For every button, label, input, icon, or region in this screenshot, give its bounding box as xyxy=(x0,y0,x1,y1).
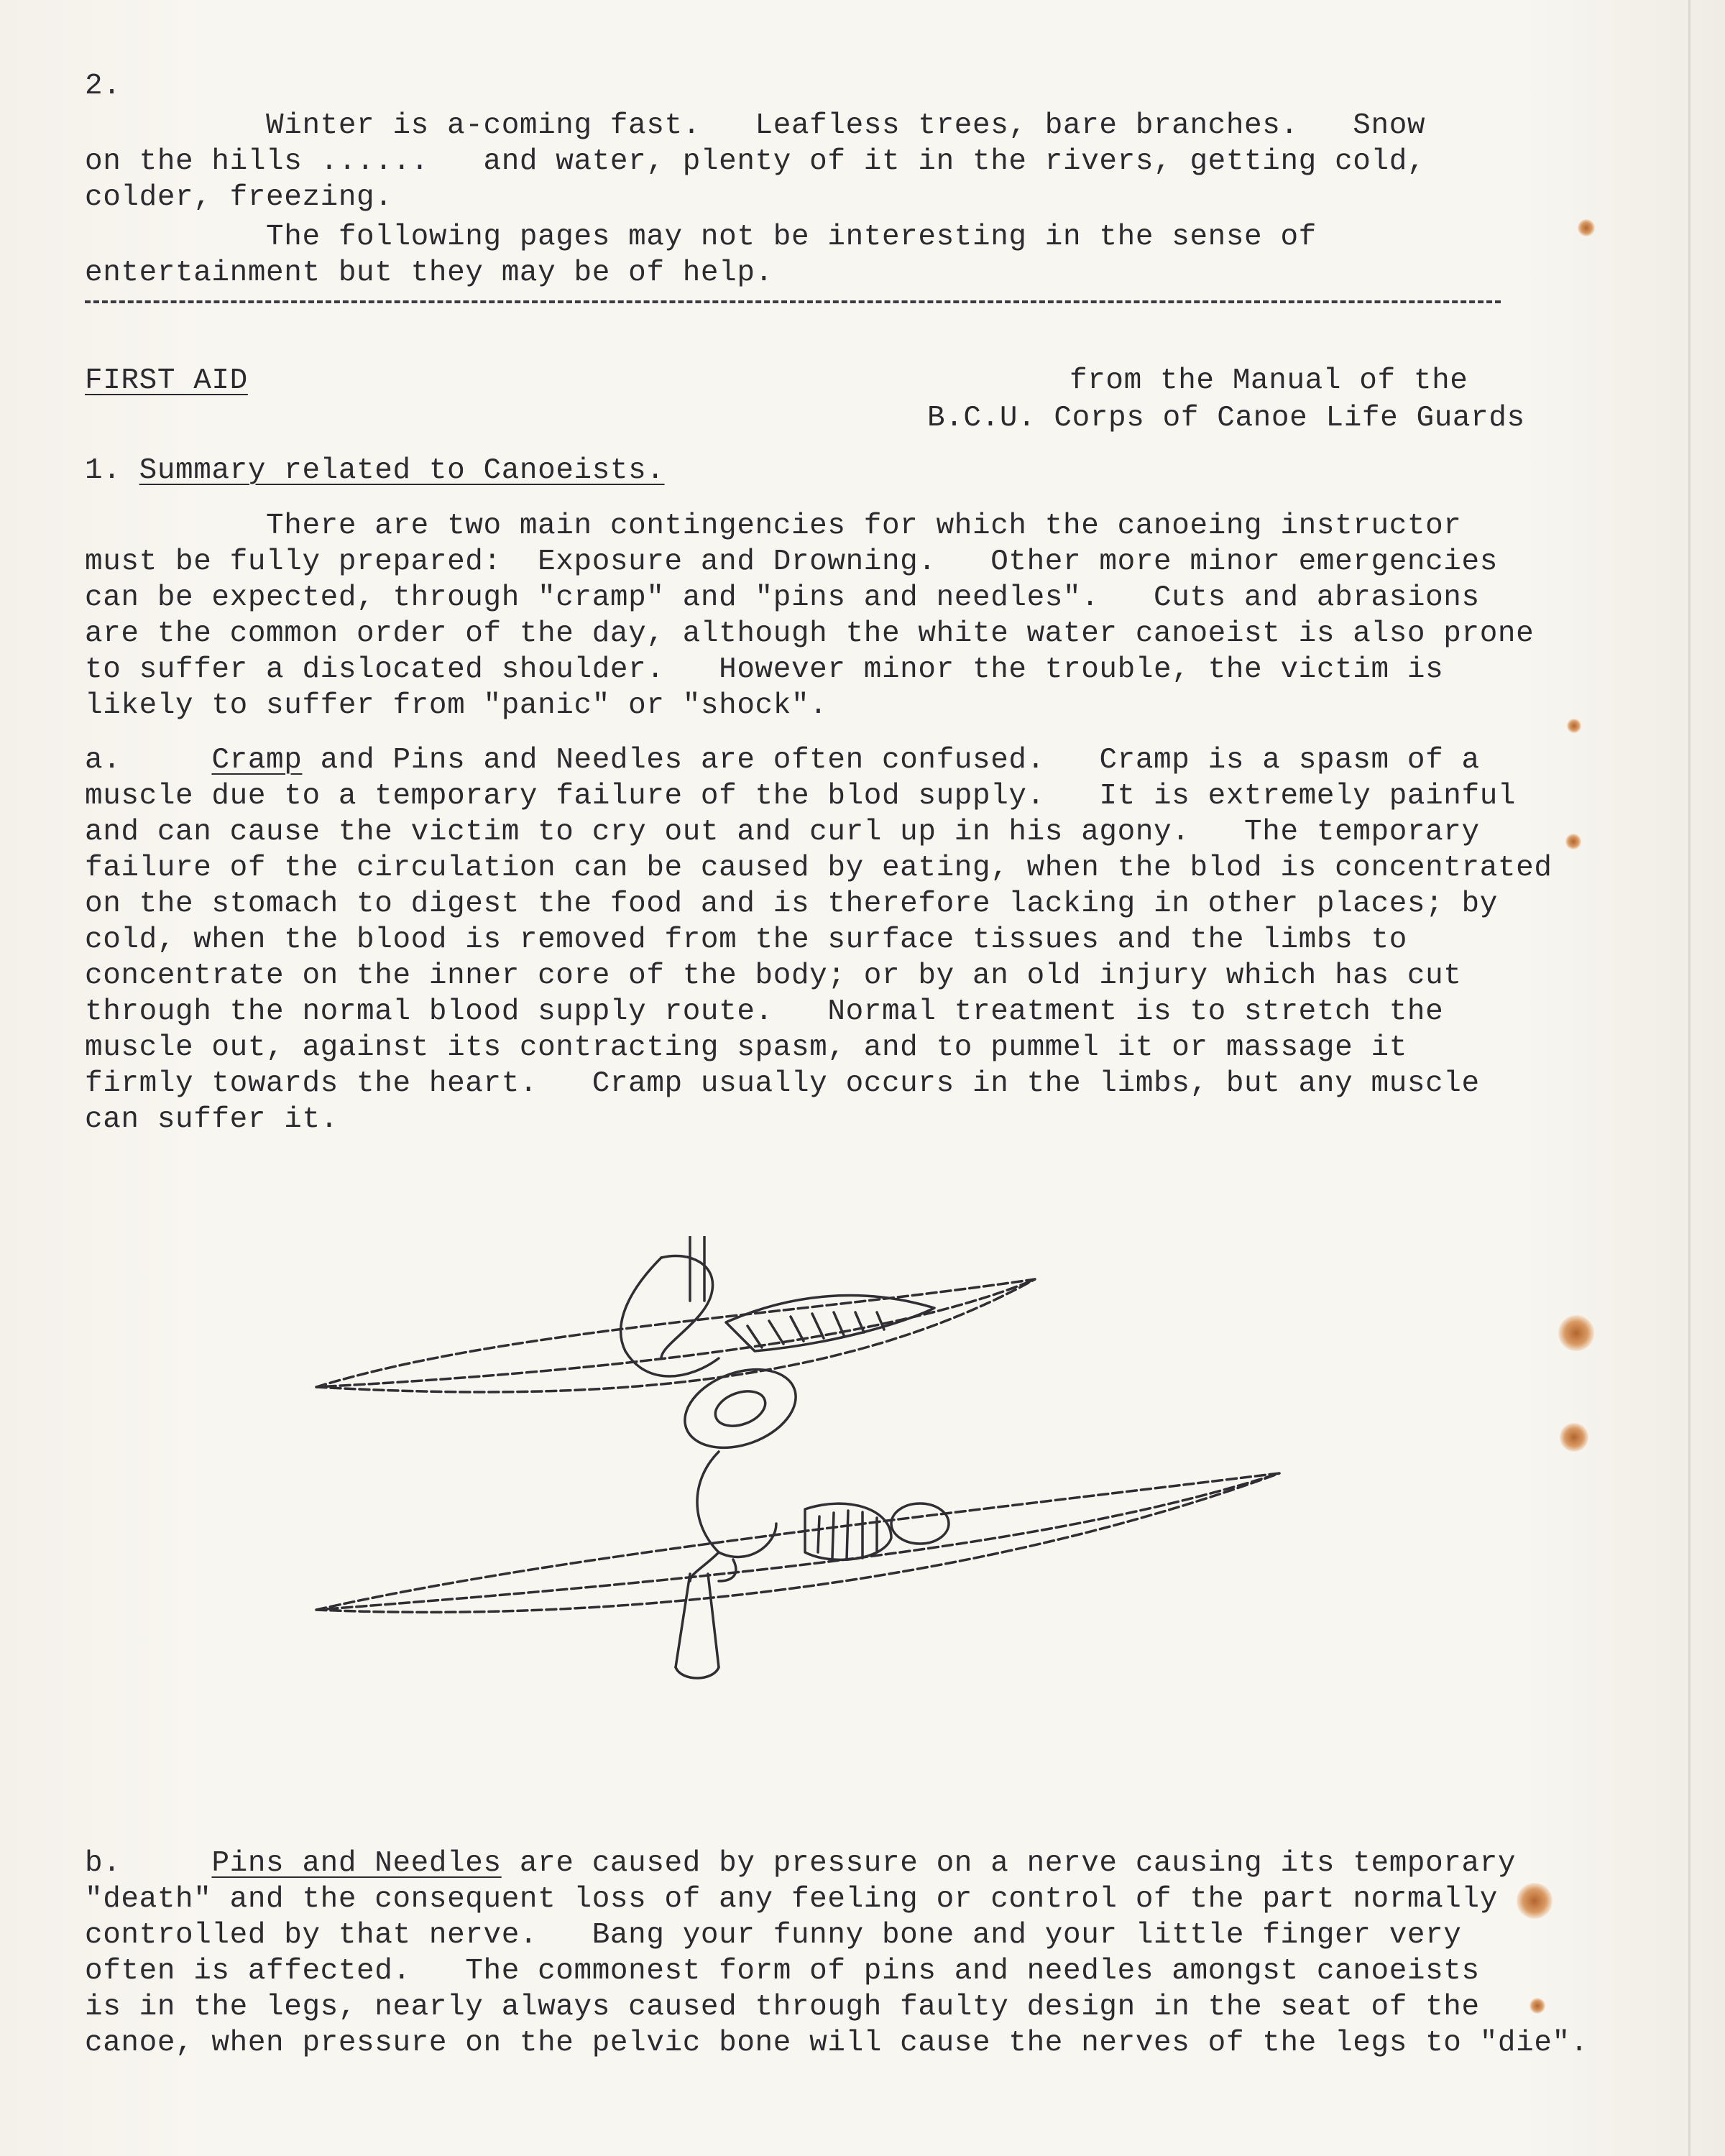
para-a-line-8: through the normal blood supply route. Normal treatment is to stretch the xyxy=(85,995,1444,1028)
para-a-line-7: concentrate on the inner core of the body; or by an old injury which has cut xyxy=(85,959,1462,992)
para-a-term: Cramp xyxy=(211,744,303,777)
intro-line-5: entertainment but they may be of help. xyxy=(85,257,773,290)
rust-mark xyxy=(1530,1998,1545,2014)
victim-head xyxy=(891,1503,949,1544)
para-b-line-3: controlled by that nerve. Bang your funny bone and your little finger very xyxy=(85,1919,1462,1952)
summary-line-1: There are two main contingencies for which the canoeing instructor xyxy=(85,510,1462,543)
para-a-line-3: and can cause the victim to cry out and curl up in his agony. The temporary xyxy=(85,816,1480,849)
subsection-number: 1. xyxy=(85,454,139,487)
source-line-1: from the Manual of the xyxy=(1070,364,1468,397)
para-b-line-2: "death" and the consequent loss of any feeling or control of the part normally xyxy=(85,1883,1498,1916)
rust-mark xyxy=(1565,834,1581,849)
canoe-rescue-illustration xyxy=(288,1236,1351,1696)
source-line-2: B.C.U. Corps of Canoe Life Guards xyxy=(927,402,1525,435)
para-a-line-5: on the stomach to digest the food and is therefore lacking in other places; by xyxy=(85,888,1498,921)
summary-line-3: can be expected, through "cramp" and "pins and needles". Cuts and abrasions xyxy=(85,581,1480,614)
para-b-label: b. xyxy=(85,1847,212,1880)
para-b-line-4: often is affected. The commonest form of pins and needles amongst canoeists xyxy=(85,1955,1480,1988)
para-b-line-5: is in the legs, nearly always caused through faulty design in the seat of the xyxy=(85,1991,1480,2024)
page-number: 2. xyxy=(85,70,121,103)
para-a-line-1-rest: and Pins and Needles are often confused. Cramp is a spasm of a xyxy=(302,744,1480,777)
summary-line-5: to suffer a dislocated shoulder. However minor the trouble, the victim is xyxy=(85,653,1444,686)
rust-stain xyxy=(1517,1883,1552,1919)
summary-line-6: likely to suffer from "panic" or "shock". xyxy=(85,689,828,722)
subsection-title: Summary related to Canoeists. xyxy=(139,454,665,487)
summary-line-2: must be fully prepared: Exposure and Drowning. Other more minor emergencies xyxy=(85,545,1498,579)
rust-stain xyxy=(1558,1315,1594,1351)
rust-mark xyxy=(1567,719,1581,733)
intro-line-2: on the hills ...... and water, plenty of it in the rivers, getting cold, xyxy=(85,145,1426,178)
para-a-line-11: can suffer it. xyxy=(85,1103,339,1136)
para-b-line-6: canoe, when pressure on the pelvic bone will cause the nerves of the legs to "die". xyxy=(85,2027,1588,2060)
subsection-heading xyxy=(85,453,665,489)
rust-mark xyxy=(1578,219,1595,236)
section-divider xyxy=(85,300,1501,303)
para-a-line-6: cold, when the blood is removed from the surface tissues and the limbs to xyxy=(85,923,1407,957)
para-a-line-9: muscle out, against its contracting spasm, and to pummel it or massage it xyxy=(85,1031,1407,1064)
summary-line-4: are the common order of the day, although the white water canoeist is also prone xyxy=(85,617,1535,650)
para-b-line-1 xyxy=(85,1846,1516,1881)
intro-line-3: colder, freezing. xyxy=(85,181,393,214)
paper-fold-edge xyxy=(1688,0,1690,2156)
upper-canoe-hull xyxy=(316,1279,1035,1387)
rust-stain xyxy=(1560,1423,1588,1452)
lower-canoe-keel xyxy=(316,1473,1279,1612)
section-heading: FIRST AID xyxy=(85,364,248,397)
paddle-shaft xyxy=(690,1236,704,1301)
para-a-label: a. xyxy=(85,744,212,777)
para-a-line-1 xyxy=(85,742,1480,778)
intro-line-4: The following pages may not be interesting in the sense of xyxy=(85,221,1317,254)
para-a-line-10: firmly towards the heart. Cramp usually occurs in the limbs, but any muscle xyxy=(85,1067,1480,1100)
para-a-line-2: muscle due to a temporary failure of the blod supply. It is extremely painful xyxy=(85,780,1517,813)
para-a-line-4: failure of the circulation can be caused by eating, when the blod is concentrated xyxy=(85,852,1552,885)
intro-line-1: Winter is a-coming fast. Leafless trees, bare branches. Snow xyxy=(85,109,1426,142)
lower-canoe-hull xyxy=(316,1473,1279,1610)
para-b-line-1-rest: are caused by pressure on a nerve causing its temporary xyxy=(501,1847,1517,1880)
para-b-term: Pins and Needles xyxy=(211,1847,502,1880)
paddle-lower-blade xyxy=(676,1574,719,1667)
